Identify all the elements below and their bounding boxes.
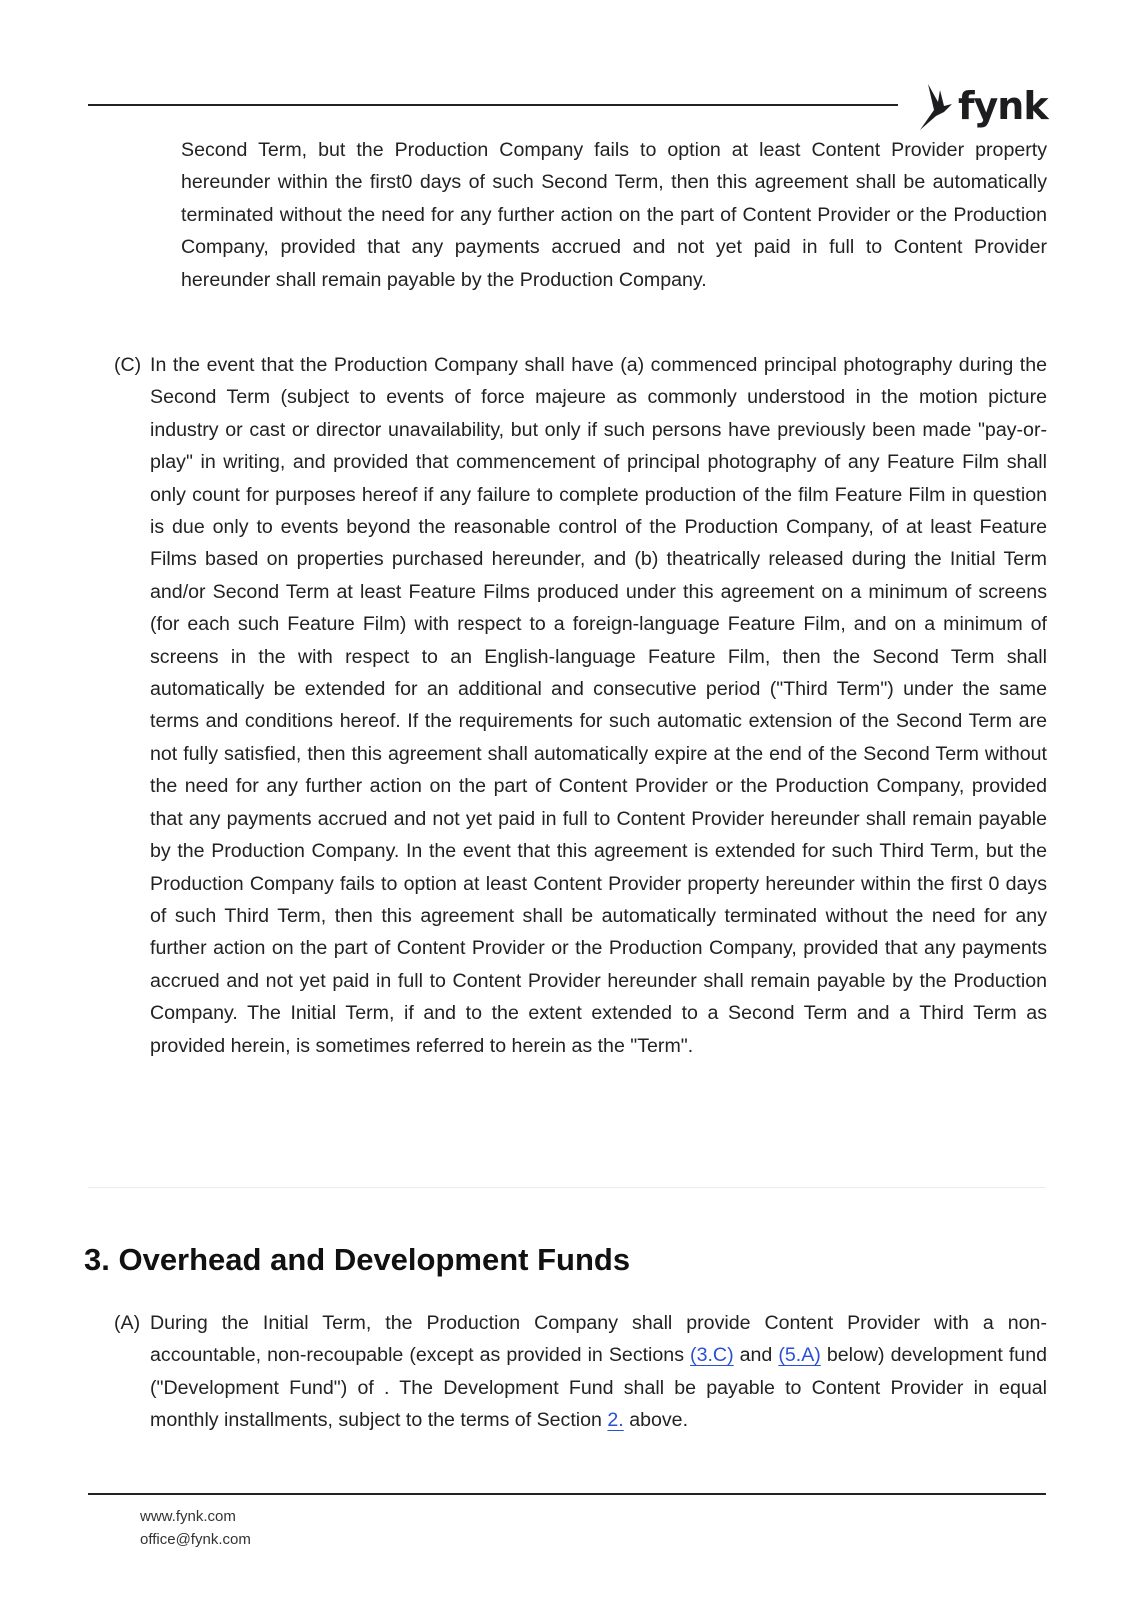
clause-3a-text-part: During the Initial Term, the Production Company shall provide Content Provider with a non-accountable, non-recoupable (except as provided in Sections [150,1312,1047,1367]
bird-logo-icon [918,80,954,132]
section-3-heading: 3. Overhead and Development Funds [84,1242,631,1277]
clause-3a-text-part: below) development fund ("Development Fund") of . The Development Fund shall be payable to Content Provider in equal monthly installments, subject to the terms of Section [150,1344,1047,1432]
clause-3a-marker: (A) [114,1312,141,1334]
clause-3a-text-part: above. [623,1409,689,1432]
footer [140,1505,251,1551]
footer-divider [88,1493,1046,1495]
section-3c-link[interactable]: (3.C) [690,1344,734,1367]
section-divider [88,1187,1046,1188]
clause-c-text: In the event that the Production Company shall have (a) commenced principal photography during the Second Term (subject to events of force majeure as commonly understood in the motion picture industry or cast or director unavailability, but only if such persons have previously been made "pay-or-play" in writing, and provided that commencement of principal photography of any Feature Film shall only count for purposes hereof if any failure to complete production of the film Feature Film in question is due only to events beyond the reasonable control of the Production Company, of at least Feature Films based on properties purchased hereunder, and (b) theatrically released during the Initial Term and/or Second Term at least Feature Films produced under this agreement on a minimum of screens (for each such Feature Film) with respect to a foreign-language Feature Film, and on a minimum of screens in the with respect to an English-language Feature Film, then the Second Term shall automatically be extended for an additional and consecutive period ("Third Term") under the same terms and conditions hereof. If the requirements for such automatic extension of the Second Term are not fully satisfied, then this agreement shall automatically expire at the end of the Second Term without the need for any further action on the part of Content Provider or the Production Company, provided that any payments accrued and not yet paid in full to Content Provider hereunder shall remain payable by the Production Company. In the event that this agreement is extended for such Third Term, but the Production Company fails to option at least Content Provider property hereunder within the first 0 days of such Third Term, then this agreement shall be automatically terminated without the need for any further action on the part of Content Provider or the Production Company, provided that any payments accrued and not yet paid in full to Content Provider hereunder shall remain payable by the Production Company. The Initial Term, if and to the extent extended to a Second Term and a Third Term as provided herein, is sometimes referred to herein as the "Term". [150,354,1047,1057]
footer-email: office@fynk.com [140,1531,251,1548]
clause-c-marker: (C) [114,354,142,376]
logo-text: fynk [958,84,1048,128]
clause-3a-text-part: and [733,1344,779,1367]
clause-3a-text [150,1307,1047,1437]
clause-b-continued-text: Second Term, but the Production Company fails to option at least Content Provider property hereunder within the first0 days of such Second Term, then this agreement shall be automatically terminated without the need for any further action on the part of Content Provider or the Production Company, provided that any payments accrued and not yet paid in full to Content Provider hereunder shall remain payable by the Production Company. [181,139,1047,291]
section-2-link[interactable]: 2. [607,1409,624,1432]
section-5a-link[interactable]: (5.A) [778,1344,821,1367]
brand-logo [918,80,1048,132]
footer-website: www.fynk.com [140,1508,236,1525]
header-divider [88,104,898,106]
